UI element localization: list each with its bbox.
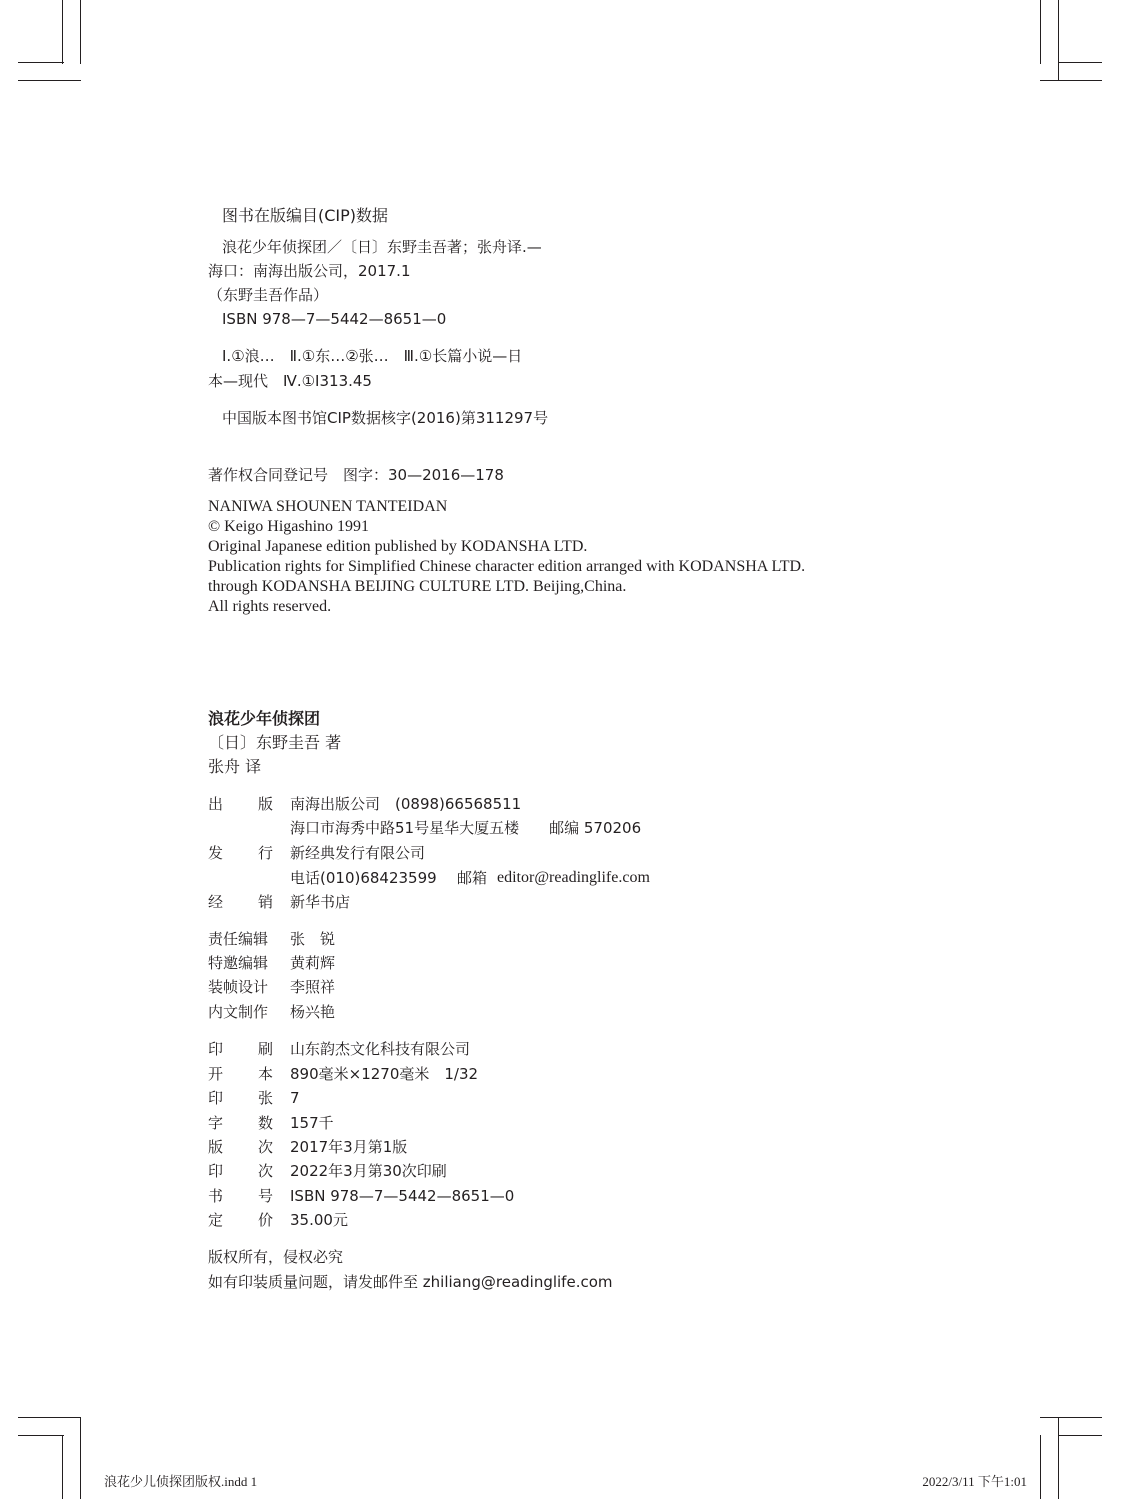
- spec-value: ISBN 978—7—5442—8651—0: [290, 1187, 515, 1205]
- distribute-line-1: 新经典发行有限公司: [290, 844, 426, 862]
- distribute-phone: 电话(010)68423599: [290, 869, 437, 887]
- quality-contact: 如有印装质量问题，请发邮件至 zhiliang@readinglife.com: [208, 1273, 613, 1291]
- spec-value: 2017年3月第1版: [290, 1138, 408, 1156]
- distribute-email: editor@readinglife.com: [497, 869, 650, 886]
- staff-role: 装帧设计: [208, 978, 269, 996]
- cip-line-3: （东野圭吾作品）: [208, 286, 329, 304]
- cip-line-6: 本—现代 Ⅳ.①I313.45: [208, 372, 372, 390]
- rights-notice: 版权所有，侵权必究: [208, 1248, 344, 1266]
- staff-name: 李照祥: [290, 978, 336, 996]
- staff-name: 张 锐: [290, 930, 336, 948]
- spec-value: 7: [290, 1089, 300, 1107]
- cip-line-1: 浪花少年侦探团／〔日〕东野圭吾著；张舟译.—: [222, 238, 542, 256]
- distribute-email-label: 邮箱: [457, 869, 488, 887]
- sales-value: 新华书店: [290, 893, 351, 911]
- cip-heading: 图书在版编目(CIP)数据: [222, 206, 389, 225]
- staff-role: 特邀编辑: [208, 954, 269, 972]
- english-line-3: Original Japanese edition published by KODANSHA LTD.: [208, 538, 588, 555]
- staff-role: 内文制作: [208, 1003, 269, 1021]
- english-line-1: NANIWA SHOUNEN TANTEIDAN: [208, 498, 448, 515]
- copyright-registration: 著作权合同登记号 图字：30—2016—178: [208, 466, 504, 484]
- cip-line-2: 海口：南海出版公司，2017.1: [208, 262, 411, 280]
- book-author: 〔日〕东野圭吾 著: [208, 733, 342, 752]
- staff-role: 责任编辑: [208, 930, 269, 948]
- spec-value: 2022年3月第30次印刷: [290, 1162, 447, 1180]
- publish-line-2: 海口市海秀中路51号星华大厦五楼 邮编 570206: [290, 819, 642, 837]
- spec-value: 890毫米×1270毫米 1/32: [290, 1065, 479, 1083]
- english-line-5: through KODANSHA BEIJING CULTURE LTD. Beijing,China.: [208, 578, 627, 595]
- slug-timestamp: 2022/3/11 下午1:01: [922, 1474, 1027, 1489]
- cip-line-5: Ⅰ.①浪… Ⅱ.①东…②张… Ⅲ.①长篇小说—日: [222, 347, 523, 365]
- spec-value: 157千: [290, 1114, 334, 1132]
- cip-number: 中国版本图书馆CIP数据核字(2016)第311297号: [222, 409, 549, 427]
- staff-name: 杨兴艳: [290, 1003, 336, 1021]
- spec-value: 山东韵杰文化科技有限公司: [290, 1040, 471, 1058]
- slug-filename: 浪花少儿侦探团版权.indd 1: [104, 1474, 258, 1489]
- spec-value: 35.00元: [290, 1211, 348, 1229]
- publish-line-1: 南海出版公司 (0898)66568511: [290, 795, 522, 813]
- english-line-2: © Keigo Higashino 1991: [208, 518, 370, 535]
- english-line-6: All rights reserved.: [208, 598, 332, 615]
- staff-name: 黄莉辉: [290, 954, 336, 972]
- english-line-4: Publication rights for Simplified Chinese character edition arranged with KODANSHA LTD.: [208, 558, 806, 575]
- cip-isbn: ISBN 978—7—5442—8651—0: [222, 310, 447, 328]
- book-translator: 张舟 译: [208, 757, 262, 776]
- book-title: 浪花少年侦探团: [208, 709, 321, 728]
